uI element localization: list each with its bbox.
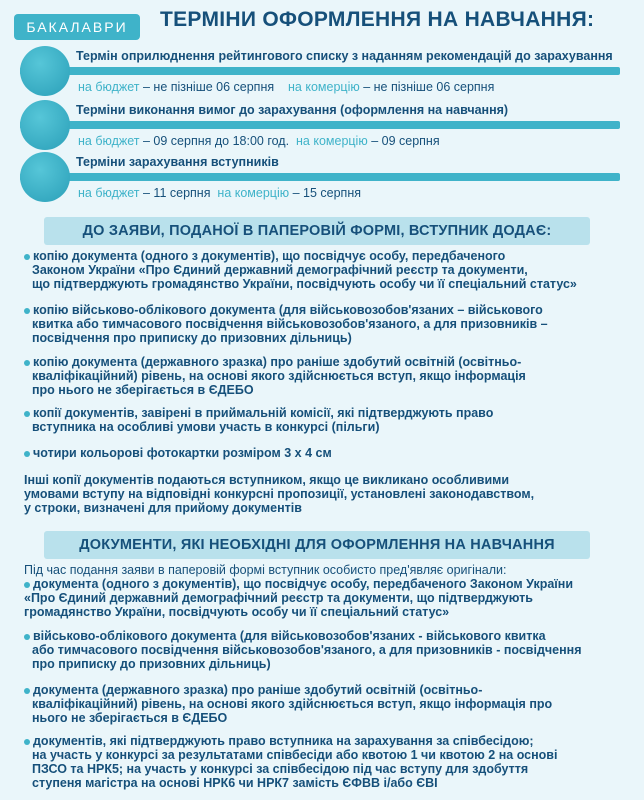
item-line: документа (державного зразка) про раніше здобутий освітній (освітньо- <box>33 683 483 697</box>
bullet-icon <box>24 308 30 314</box>
item-line: копію документа (одного з документів), що посвідчує особу, передбаченого <box>33 249 506 263</box>
term-dates <box>78 186 638 200</box>
item-line: на участь у конкурсі за результатами співбесіди або квотою 1 чи квотою 2 на основі <box>32 748 558 762</box>
commerce-label: на комерцію <box>288 80 360 94</box>
item-line: або тимчасового посвідчення військовозобов'язаного, а для призовників - посвідчення <box>32 643 582 657</box>
bullet-icon <box>24 411 30 417</box>
list-item <box>24 683 634 725</box>
item-line: військово-облікового документа (для військовозобов'язаних - військового квитка <box>33 629 546 643</box>
bullet-icon <box>24 451 30 457</box>
budget-value: – 09 серпня до 18:00 год. <box>139 134 290 148</box>
bullet-icon <box>24 688 30 694</box>
budget-value: – 11 серпня <box>139 186 211 200</box>
term-item <box>20 152 640 204</box>
item-line: копію військово-облікового документа (для військовозобов'язаних – військового <box>33 303 543 317</box>
item-line: громадянство України, посвідчують особу чи її спеціальний статус» <box>24 605 450 619</box>
budget-value: – не пізніше 06 серпня <box>139 80 275 94</box>
item-line: кваліфікаційний) рівень, на основі якого здійснюється вступ, якщо інформація про <box>32 697 553 711</box>
list-item <box>24 406 634 434</box>
term-stripe <box>20 173 620 181</box>
item-line: чотири кольорові фотокартки розміром 3 х 4 см <box>33 446 332 460</box>
item-line: документів, які підтверджують право вступника на зарахування за співбесідою; <box>33 734 534 748</box>
paper-note <box>24 473 634 515</box>
docs-lead: Під час подання заяви в паперовій формі вступник особисто пред'являє оригінали: <box>24 563 507 577</box>
list-item <box>24 355 634 397</box>
page-title: ТЕРМІНИ ОФОРМЛЕННЯ НА НАВЧАННЯ: <box>160 8 595 31</box>
docs-section-title: ДОКУМЕНТИ, ЯКІ НЕОБХІДНІ ДЛЯ ОФОРМЛЕННЯ НА НАВЧАННЯ <box>44 531 590 559</box>
item-line: кваліфікаційний) рівень, на основі якого здійснюється вступ, якщо інформація <box>32 369 526 383</box>
item-line: Законом України «Про Єдиний державний демографічний реєстр та документи, <box>32 263 528 277</box>
term-title: Терміни виконання вимог до зарахування (оформлення на навчання) <box>76 103 509 117</box>
item-line: що підтверджують громадянство України, посвідчують особу чи її спеціальний статус» <box>32 277 577 291</box>
commerce-value: – не пізніше 06 серпня <box>359 80 495 94</box>
commerce-label: на комерцію <box>217 186 290 200</box>
term-circle-icon <box>20 100 70 150</box>
item-line: посвідчення про приписку до призовних дільниць) <box>32 331 352 345</box>
term-dates <box>78 80 638 94</box>
term-item <box>20 100 640 152</box>
level-badge: БАКАЛАВРИ <box>14 14 140 40</box>
paper-section-title: ДО ЗАЯВИ, ПОДАНОЇ В ПАПЕРОВІЙ ФОРМІ, ВСТУПНИК ДОДАЄ: <box>44 217 590 245</box>
bullet-icon <box>24 582 30 588</box>
list-item <box>24 629 634 671</box>
item-line: нього не зберігається в ЄДЕБО <box>32 711 228 725</box>
item-line: вступника на особливі умови участь в конкурсі (пільги) <box>32 420 380 434</box>
item-line: копію документа (державного зразка) про раніше здобутий освітній (освітньо- <box>33 355 522 369</box>
note-line: Інші копії документів подаються вступником, якщо це викликано особливими <box>24 473 510 487</box>
item-line: ступеня магістра на основі НРК6 чи НРК7 замість ЄФВВ і/або ЄВІ <box>32 776 438 790</box>
item-line: про нього не зберігається в ЄДЕБО <box>32 383 254 397</box>
list-item <box>24 446 634 460</box>
budget-label: на бюджет <box>78 134 140 148</box>
commerce-value: – 09 серпня <box>367 134 440 148</box>
budget-label: на бюджет <box>78 80 140 94</box>
commerce-label: на комерцію <box>296 134 368 148</box>
budget-label: на бюджет <box>78 186 140 200</box>
term-title: Терміни зарахування вступників <box>76 155 279 169</box>
list-item <box>24 249 634 291</box>
bullet-icon <box>24 254 30 260</box>
item-line: ПЗСО та НРК5; на участь у конкурсі за співбесідою під час вступу для здобуття <box>32 762 529 776</box>
term-stripe <box>20 121 620 129</box>
note-line: у строки, визначені для прийому документів <box>24 501 302 515</box>
term-title: Термін оприлюднення рейтингового списку з наданням рекомендацій до зарахування <box>76 49 613 63</box>
list-item <box>24 303 634 345</box>
list-item <box>24 734 634 790</box>
item-line: про приписку до призовних дільниць) <box>32 657 271 671</box>
item-line: документа (одного з документів), що посвідчує особу, передбаченого Законом України <box>33 577 574 591</box>
term-stripe <box>20 67 620 75</box>
item-line: квитка або тимчасового посвідчення військовозобов'язаного, а для призовників – <box>32 317 548 331</box>
item-line: копії документів, завірені в приймальній комісії, які підтверджують право <box>33 406 494 420</box>
term-circle-icon <box>20 152 70 202</box>
commerce-value: – 15 серпня <box>289 186 361 200</box>
term-circle-icon <box>20 46 70 96</box>
bullet-icon <box>24 634 30 640</box>
term-dates <box>78 134 638 148</box>
note-line: умовами вступу на відповідні конкурсні пропозиції, установлені законодавством, <box>24 487 535 501</box>
bullet-icon <box>24 739 30 745</box>
list-item <box>24 577 634 619</box>
bullet-icon <box>24 360 30 366</box>
item-line: «Про Єдиний державний демографічний реєстр та документи, що підтверджують <box>24 591 533 605</box>
term-item <box>20 46 640 98</box>
